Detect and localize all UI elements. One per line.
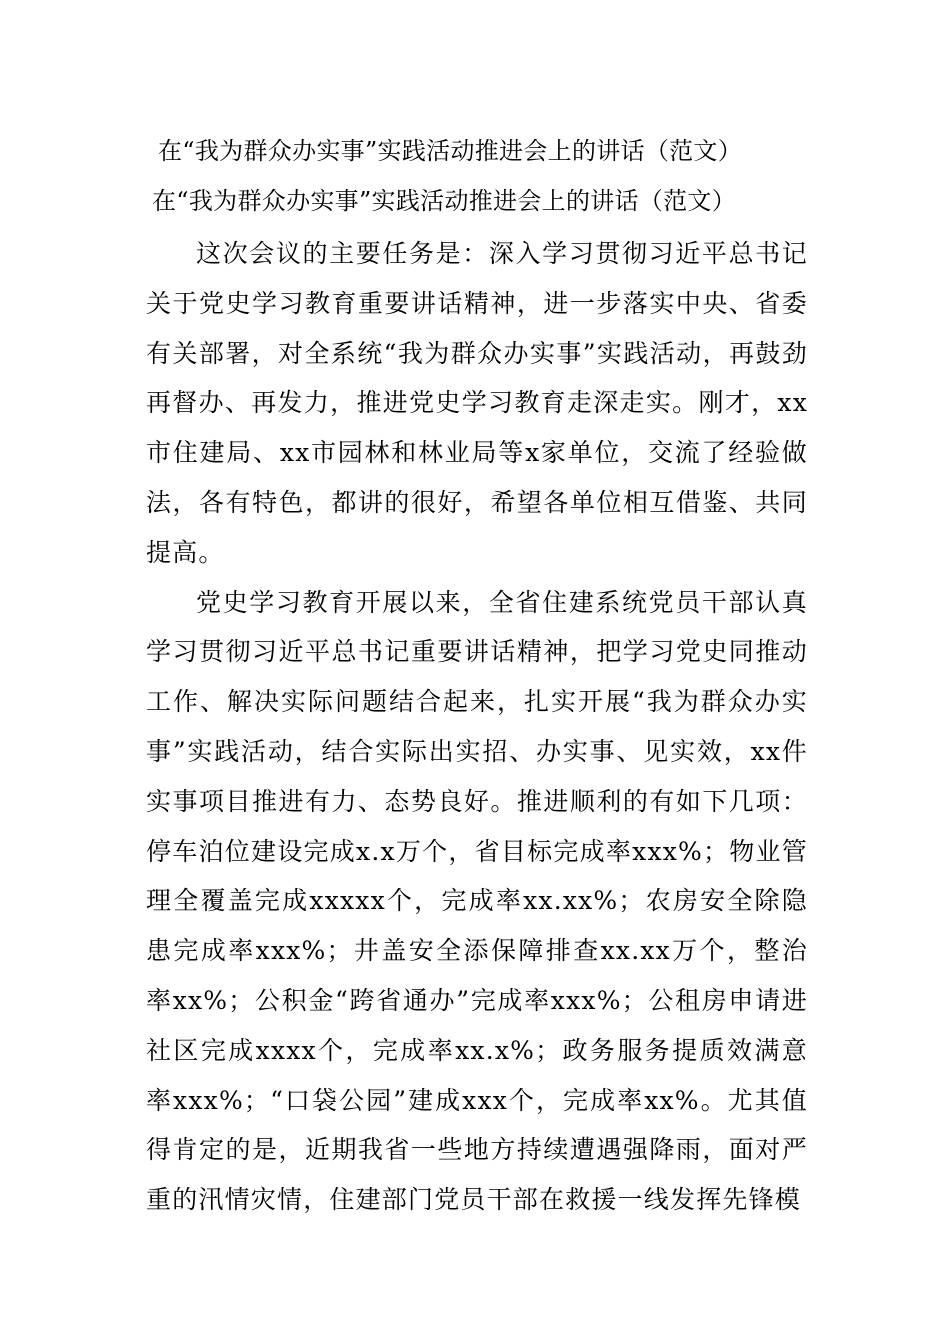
document-body [146, 229, 808, 1225]
document-title: 在“我为群众办实事”实践活动推进会上的讲话（范文） [158, 137, 743, 165]
paragraph-1: 这次会议的主要任务是：深入学习贯彻习近平总书记关于党史学习教育重要讲话精神，进一步落实中央、省委有关部署，对全系统“我为群众办实事”实践活动，再鼓劲再督办、再发力，推进党史学习教育走深走实。刚才，xx市住建局、xx市园林和林业局等x家单位，交流了经验做法，各有特色，都讲的很好，希望各单位相互借鉴、共同提高。 [146, 239, 808, 567]
document-title-repeat: 在“我为群众办实事”实践活动推进会上的讲话（范文） [152, 187, 737, 215]
paragraph-2: 党史学习教育开展以来，全省住建系统党员干部认真学习贯彻习近平总书记重要讲话精神，把学习党史同推动工作、解决实际问题结合起来，扎实开展“我为群众办实事”实践活动，结合实际出实招、办实事、见实效，xx件实事项目推进有力、态势良好。推进顺利的有如下几项：停车泊位建设完成x.x万个，省目标完成率xxx%；物业管理全覆盖完成xxxxx个，完成率xx.xx%；农房安全除隐患完成率xxx%；井盖安全添保障排查xx.xx万个，整治率xx%；公积金“跨省通办”完成率xxx%；公租房申请进社区完成xxxx个，完成率xx.x%；政务服务提质效满意率xxx%；“口袋公园”建成xxx个，完成率xx%。尤其值得肯定的是，近期我省一些地方持续遭遇强降雨，面对严重的汛情灾情，住建部门党员干部在救援一线发挥先锋模 [146, 587, 808, 1215]
